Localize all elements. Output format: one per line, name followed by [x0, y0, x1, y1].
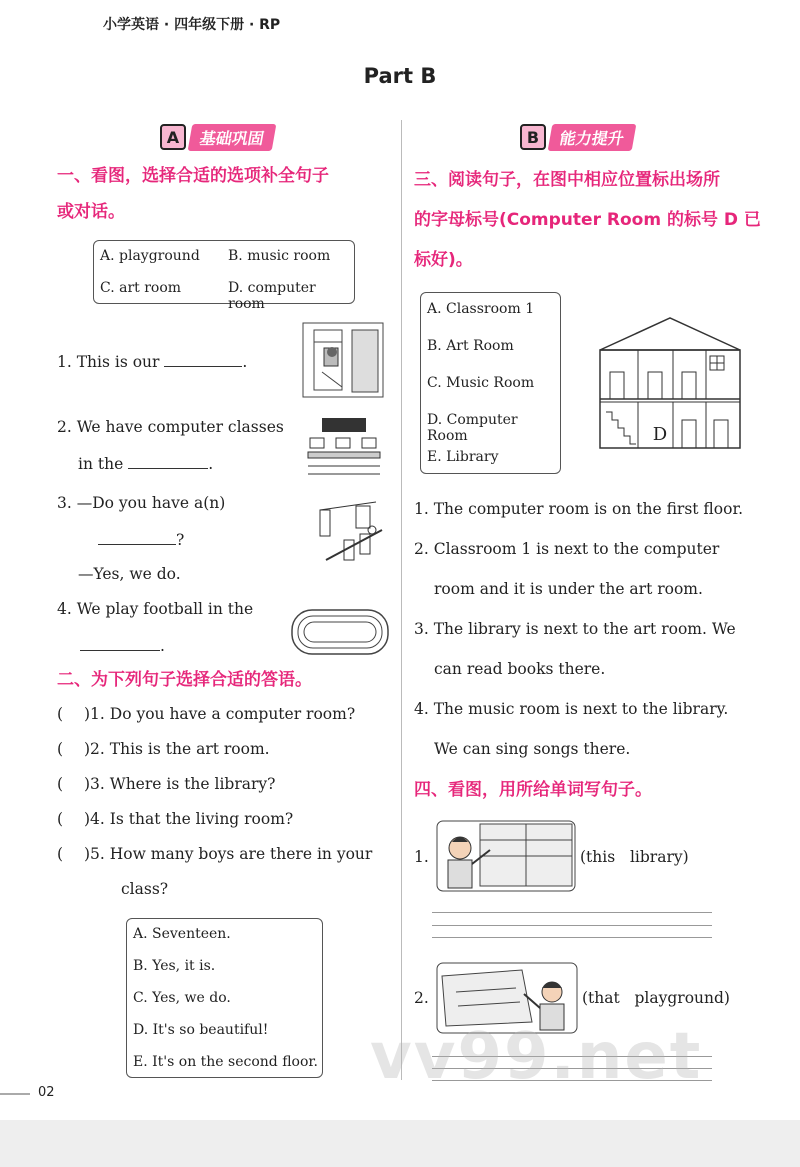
- match-paren[interactable]: (: [57, 740, 64, 758]
- s4-q2-words: (that playground): [582, 989, 730, 1007]
- answer-b: B. Yes, it is.: [133, 958, 216, 974]
- s4-q1-num: 1.: [414, 848, 429, 866]
- playground-picture: [290, 608, 390, 656]
- match-text: )2. This is the art room.: [84, 740, 270, 758]
- q2-line2: [78, 454, 213, 473]
- answer-c: C. Yes, we do.: [133, 990, 231, 1006]
- match-paren[interactable]: (: [57, 845, 64, 863]
- q2-end: .: [208, 455, 214, 473]
- match-text: )5. How many boys are there in your: [84, 845, 373, 863]
- q1-blank[interactable]: [164, 352, 242, 367]
- badge-b-letter: B: [520, 124, 546, 150]
- match-paren[interactable]: (: [57, 775, 64, 793]
- section3-title-line2: 的字母标号(Computer Room 的标号 D 已: [414, 210, 761, 230]
- badge-b-label: 能力提升: [548, 124, 637, 151]
- room-e: E. Library: [427, 449, 499, 465]
- room-b: B. Art Room: [427, 338, 514, 354]
- sentence-3: 3. The library is next to the art room. We: [414, 620, 736, 638]
- section1-title-line1: 一、看图，选择合适的选项补全句子: [57, 166, 329, 186]
- sentence-2: 2. Classroom 1 is next to the computer: [414, 540, 720, 558]
- q1-label: 1. This is our: [57, 353, 160, 371]
- page-number-rule: [0, 1093, 30, 1095]
- match-item-3: [57, 775, 275, 793]
- part-title: Part B: [363, 64, 437, 88]
- q1-end: .: [242, 353, 248, 371]
- room-a: A. Classroom 1: [427, 301, 535, 317]
- answers-box: [126, 918, 323, 1078]
- section1-title-line2: 或对话。: [57, 202, 125, 222]
- s4-q2-num: 2.: [414, 989, 429, 1007]
- match-item-2: [57, 740, 270, 758]
- writing-line[interactable]: [432, 925, 712, 926]
- match-item-1: [57, 705, 355, 723]
- sentence-2-cont: room and it is under the art room.: [434, 580, 703, 598]
- option-b: B. music room: [228, 248, 331, 264]
- s4-q1-words: (this library): [580, 848, 689, 866]
- room-c: C. Music Room: [427, 375, 535, 391]
- option-c: C. art room: [100, 280, 182, 296]
- match-paren[interactable]: (: [57, 810, 64, 828]
- series-header: 小学英语 · 四年级下册 · RP: [103, 17, 281, 33]
- q4-line2: [80, 636, 165, 655]
- writing-line[interactable]: [432, 937, 712, 938]
- q2-label: in the: [78, 455, 124, 473]
- library-picture: [436, 820, 576, 892]
- badge-b: [520, 124, 634, 150]
- sentence-4-cont: We can sing songs there.: [434, 740, 631, 758]
- badge-a: [160, 124, 274, 150]
- match-paren[interactable]: (: [57, 705, 64, 723]
- music-room-picture: [316, 500, 386, 576]
- answer-e: E. It's on the second floor.: [133, 1054, 319, 1070]
- q4-blank[interactable]: [80, 636, 160, 651]
- column-divider: [401, 120, 402, 1080]
- q3-blank[interactable]: [98, 530, 176, 545]
- match-item-5: [57, 845, 372, 863]
- q3-end: ?: [176, 531, 185, 549]
- footer-bar: [0, 1120, 800, 1167]
- sentence-4: 4. The music room is next to the library.: [414, 700, 729, 718]
- option-a: A. playground: [100, 248, 200, 264]
- room-d: D. Computer Room: [427, 412, 518, 444]
- section3-title-line3: 标好)。: [414, 250, 473, 270]
- match-item-5-cont: class?: [121, 880, 169, 898]
- sentence-1: 1. The computer room is on the first floor.: [414, 500, 744, 518]
- art-room-picture: [302, 322, 384, 398]
- q4-line1: 4. We play football in the: [57, 600, 254, 618]
- page-number: 02: [38, 1085, 55, 1100]
- house-label-d: D: [652, 424, 668, 445]
- computer-room-picture: [306, 416, 382, 478]
- q1-text: [57, 352, 247, 371]
- watermark: vv99.net: [370, 1020, 703, 1094]
- badge-a-label: 基础巩固: [188, 124, 277, 151]
- rooms-box: [420, 292, 561, 474]
- q3-line2: [98, 530, 184, 549]
- q2-blank[interactable]: [128, 454, 208, 469]
- sentence-3-cont: can read books there.: [434, 660, 606, 678]
- answer-d: D. It's so beautiful!: [133, 1022, 269, 1038]
- option-d: D. computer room: [228, 280, 316, 312]
- match-text: )3. Where is the library?: [84, 775, 276, 793]
- options-box: [93, 240, 355, 312]
- q2-line1: 2. We have computer classes: [57, 418, 284, 436]
- section2-title: 二、为下列句子选择合适的答语。: [57, 670, 312, 690]
- match-text: )1. Do you have a computer room?: [84, 705, 356, 723]
- writing-line[interactable]: [432, 912, 712, 913]
- section3-title-line1: 三、阅读句子，在图中相应位置标出场所: [414, 170, 720, 190]
- match-text: )4. Is that the living room?: [84, 810, 294, 828]
- badge-a-letter: A: [160, 124, 186, 150]
- answer-a: A. Seventeen.: [133, 926, 231, 942]
- match-item-4: [57, 810, 293, 828]
- house-diagram: [596, 316, 744, 450]
- q3-answer: —Yes, we do.: [78, 565, 181, 583]
- section4-title: 四、看图，用所给单词写句子。: [414, 780, 652, 800]
- q4-end: .: [160, 637, 165, 655]
- q3-line1: 3. —Do you have a(n): [57, 494, 226, 512]
